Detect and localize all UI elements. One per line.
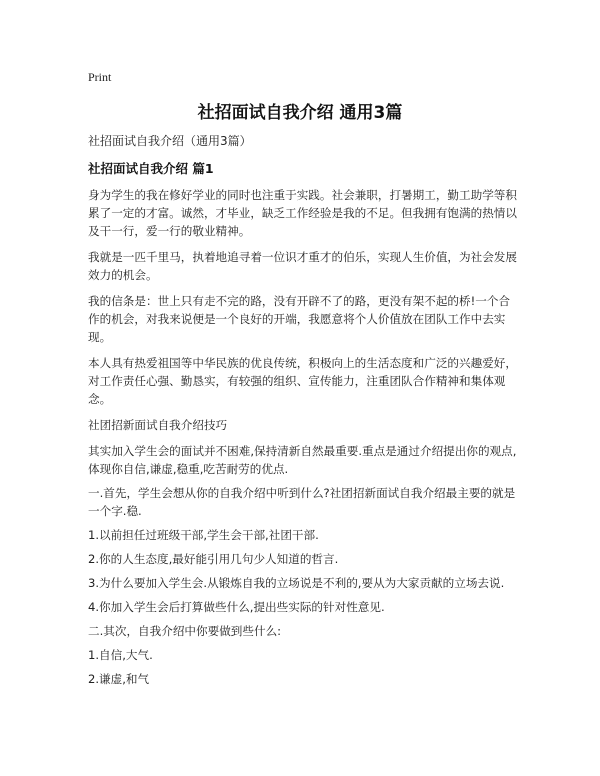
document-title: 社招面试自我介绍 通用3篇 [197, 103, 403, 123]
paragraph: 本人具有热爱祖国等中华民族的优良传统，积极向上的生活态度和广泛的兴趣爱好，对工作责任心强、勤恳实，有较强的组织、宣传能力，注重团队合作精神和集体观念。 [88, 356, 517, 406]
tip-paragraph: 1.自信,大气. [88, 648, 153, 662]
tip-paragraph: 2.你的人生态度,最好能引用几句少人知道的哲言. [88, 552, 339, 566]
tips-heading: 社团招新面试自我介绍技巧 [88, 418, 228, 432]
paragraph: 我就是一匹千里马，执着地追寻着一位识才重才的伯乐，实现人生价值，为社会发展效力的机会。 [88, 250, 517, 282]
tip-paragraph: 4.你加入学生会后打算做些什么,提出些实际的针对性意见. [88, 600, 385, 614]
section-heading: 社招面试自我介绍 篇1 [88, 161, 214, 176]
paragraph: 我的信条是：世上只有走不完的路，没有开辟不了的路，更没有架不起的桥!一个合作的机会，对我来说便是一个良好的开端，我愿意将个人价值放在团队工作中去实现。 [88, 294, 511, 344]
tip-paragraph: 其实加入学生会的面试并不困难,保持清新自然最重要.重点是通过介绍提出你的观点,体现你自信,谦虚,稳重,吃苦耐劳的优点. [88, 444, 517, 476]
paragraph: 身为学生的我在修好学业的同时也注重于实践。社会兼职，打暑期工，勤工助学等积累了一定的才富。诚然，才毕业，缺乏工作经验是我的不足。但我拥有饱满的热情以及干一行，爱一行的敬业精神。 [88, 188, 517, 238]
tip-paragraph: 3.为什么要加入学生会.从锻炼自我的立场说是不利的,要从为大家贡献的立场去说. [88, 576, 505, 590]
tip-paragraph: 二.其次，自我介绍中你要做到些什么: [88, 624, 282, 638]
tip-paragraph: 1.以前担任过班级干部,学生会干部,社团干部. [88, 528, 319, 542]
document-subtitle: 社招面试自我介绍（通用3篇） [88, 134, 252, 148]
tip-paragraph: 一.首先，学生会想从你的自我介绍中听到什么?社团招新面试自我介绍最主要的就是一个字.稳. [88, 486, 516, 518]
document-body [88, 132, 518, 694]
print-link[interactable]: Print [88, 70, 112, 84]
tip-paragraph: 2.谦虚,和气 [88, 672, 150, 686]
